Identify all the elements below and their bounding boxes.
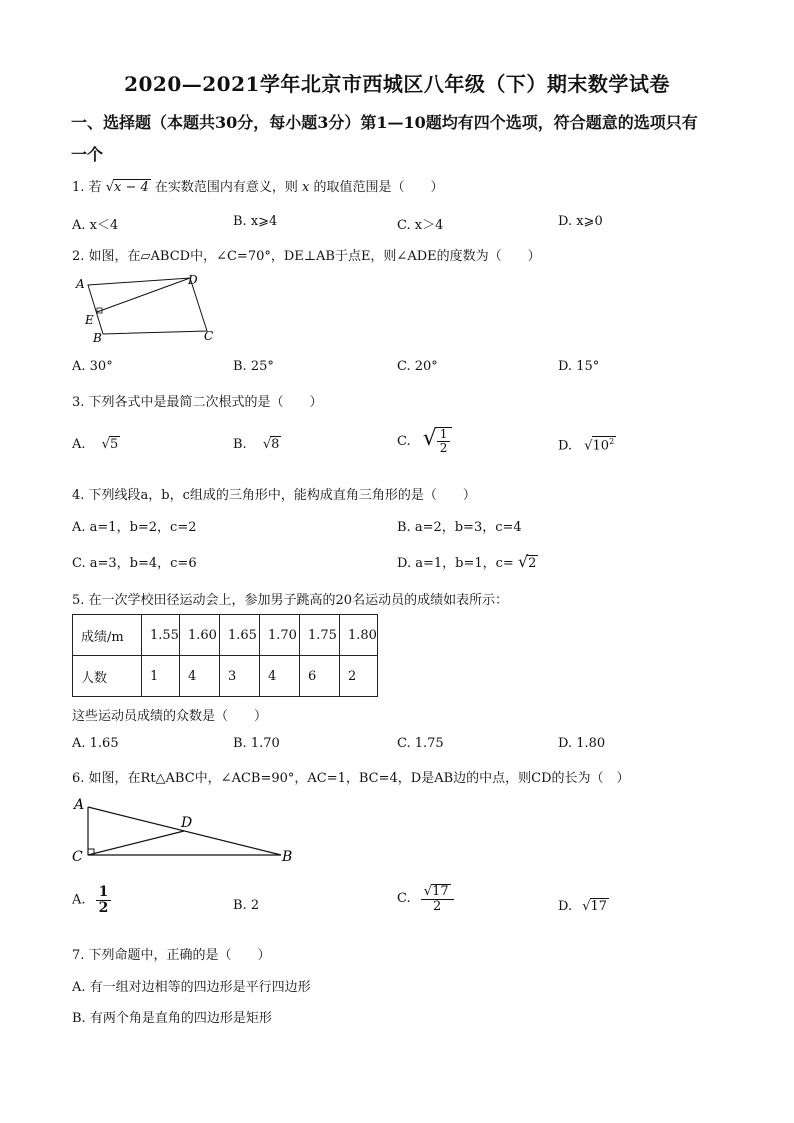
q4-d-radicand: 2: [528, 556, 537, 571]
q6-option-a: [72, 885, 111, 915]
table-cell: 成绩/m: [73, 615, 142, 656]
q7-option-a: A. 有一组对边相等的四边形是平行四边形: [72, 980, 311, 995]
q3-option-b: [233, 436, 281, 452]
label-c: C: [204, 329, 214, 343]
label-b: B: [282, 849, 293, 865]
question-3: 3. 下列各式中是最简二次根式的是（ ）: [72, 395, 323, 410]
sqrt-expression: √17: [582, 899, 608, 914]
q5-option-d: D. 1.80: [558, 736, 606, 751]
sqrt-expression: √5: [101, 437, 119, 452]
sqrt-expression: √ $\frac{1}{2}$: [423, 426, 453, 455]
q5-option-b: B. 1.70: [233, 736, 280, 751]
q6-c-den: 2: [433, 898, 442, 914]
parallelogram-figure: [70, 268, 230, 348]
table-cell: 1.80: [339, 615, 377, 656]
q1-mid: 在实数范围内有意义，则: [154, 180, 298, 195]
table-cell: 4: [259, 656, 299, 697]
page-title: 2020—2021学年北京市西城区八年级（下）期末数学试卷: [124, 72, 670, 96]
q1-option-b: B. x⩾4: [233, 214, 278, 229]
segment-cd: [88, 831, 184, 855]
q6-a-num: 1: [96, 885, 112, 901]
q2-option-d: D. 15°: [558, 359, 600, 374]
q6-option-d: [558, 898, 609, 914]
q5-option-a: A. 1.65: [72, 736, 119, 751]
label-a: A: [74, 797, 85, 813]
q6-c-letter: C.: [397, 891, 411, 907]
q2-option-b: B. 25°: [233, 359, 274, 374]
q1-option-d: D. x⩾0: [558, 214, 603, 229]
q6-c-radicand: 17: [432, 884, 449, 899]
q3-c-letter: C.: [397, 434, 411, 449]
q1-prefix: 1. 若: [72, 180, 102, 195]
q7-option-b: B. 有两个角是直角的四边形是矩形: [72, 1011, 272, 1026]
q3-d-letter: D.: [558, 438, 573, 454]
label-d: D: [181, 815, 193, 831]
q3-b-letter: B.: [233, 437, 247, 452]
q3-option-a: [72, 436, 120, 452]
label-c: C: [72, 849, 83, 865]
table-cell: 6: [299, 656, 339, 697]
label-d: D: [188, 273, 198, 287]
table-cell: 2: [339, 656, 377, 697]
table-row: [73, 656, 378, 697]
q5-option-c: C. 1.75: [397, 736, 444, 751]
q3-option-d: [558, 436, 616, 453]
q3-c-den: 2: [439, 441, 448, 455]
q1-option-c: C. x＞4: [397, 218, 444, 233]
table-cell: 1.70: [259, 615, 299, 656]
section-heading: 一、选择题（本题共30分，每小题3分）第1—10题均有四个选项，符合题意的选项只有: [71, 113, 698, 132]
q1-option-a: A. x＜4: [72, 218, 119, 233]
q6-a-den: 2: [98, 899, 109, 916]
q4-option-c: C. a=3，b=4，c=6: [72, 556, 197, 571]
q3-c-num: 1: [437, 428, 451, 442]
section-heading-cont: 一个: [71, 145, 104, 164]
q3-d-exp: 2: [609, 437, 615, 446]
q3-a-radicand: 5: [109, 437, 119, 452]
q4-option-a: A. a=1，b=2，c=2: [72, 520, 197, 535]
q6-d-letter: D.: [558, 899, 573, 914]
table-cell: 1.60: [179, 615, 219, 656]
sqrt-expression: √x − 4: [105, 180, 149, 195]
q5-question: 这些运动员成绩的众数是（ ）: [72, 709, 268, 724]
score-table: [72, 614, 378, 697]
q1-radicand: x − 4: [113, 180, 149, 195]
q1-post: 的取值范围是（ ）: [313, 180, 444, 195]
q6-a-letter: A.: [72, 892, 86, 908]
question-1: [72, 176, 444, 195]
sqrt-expression: √2: [517, 552, 537, 571]
q4-option-b: B. a=2，b=3，c=4: [397, 520, 522, 535]
triangle-figure: [66, 793, 306, 867]
q3-b-radicand: 8: [271, 437, 280, 452]
label-b: B: [93, 331, 102, 345]
q1-var: x: [302, 180, 310, 195]
table-cell: 1.75: [299, 615, 339, 656]
table-cell: 3: [219, 656, 259, 697]
question-4: 4. 下列线段a，b，c组成的三角形中，能构成直角三角形的是（ ）: [72, 488, 476, 503]
q3-a-letter: A.: [72, 437, 86, 452]
question-7: 7. 下列命题中，正确的是（ ）: [72, 948, 271, 963]
table-cell: 4: [179, 656, 219, 697]
q2-option-a: A. 30°: [72, 359, 113, 374]
q2-option-c: C. 20°: [397, 359, 438, 374]
table-row: [73, 615, 378, 656]
question-5: 5. 在一次学校田径运动会上，参加男子跳高的20名运动员的成绩如表所示：: [72, 593, 509, 608]
table-cell: 1.55: [142, 615, 180, 656]
question-6: 6. 如图，在Rt△ABC中，∠ACB=90°，AC=1，BC=4，D是AB边的中点，则CD的长为（ ）: [72, 771, 630, 786]
sqrt-expression: √17: [423, 884, 449, 899]
label-e: E: [85, 313, 94, 327]
table-cell: 1: [142, 656, 180, 697]
label-a: A: [76, 277, 85, 291]
q3-option-c: [397, 426, 452, 455]
q4-d-prefix: D. a=1，b=1，c=: [397, 556, 514, 571]
q6-option-c: [397, 884, 454, 913]
sqrt-expression: $√10^2$: [584, 437, 615, 454]
sqrt-expression: √8: [262, 437, 280, 452]
q4-option-d: [397, 552, 538, 571]
q3-d-base: 10: [592, 438, 610, 454]
question-2: 2. 如图，在▱ABCD中，∠C=70°，DE⊥AB于点E，则∠ADE的度数为（ ）: [72, 249, 541, 264]
q6-option-b: B. 2: [233, 898, 260, 913]
table-cell: 人数: [73, 656, 142, 697]
table-cell: 1.65: [219, 615, 259, 656]
q6-d-radicand: 17: [590, 899, 608, 914]
